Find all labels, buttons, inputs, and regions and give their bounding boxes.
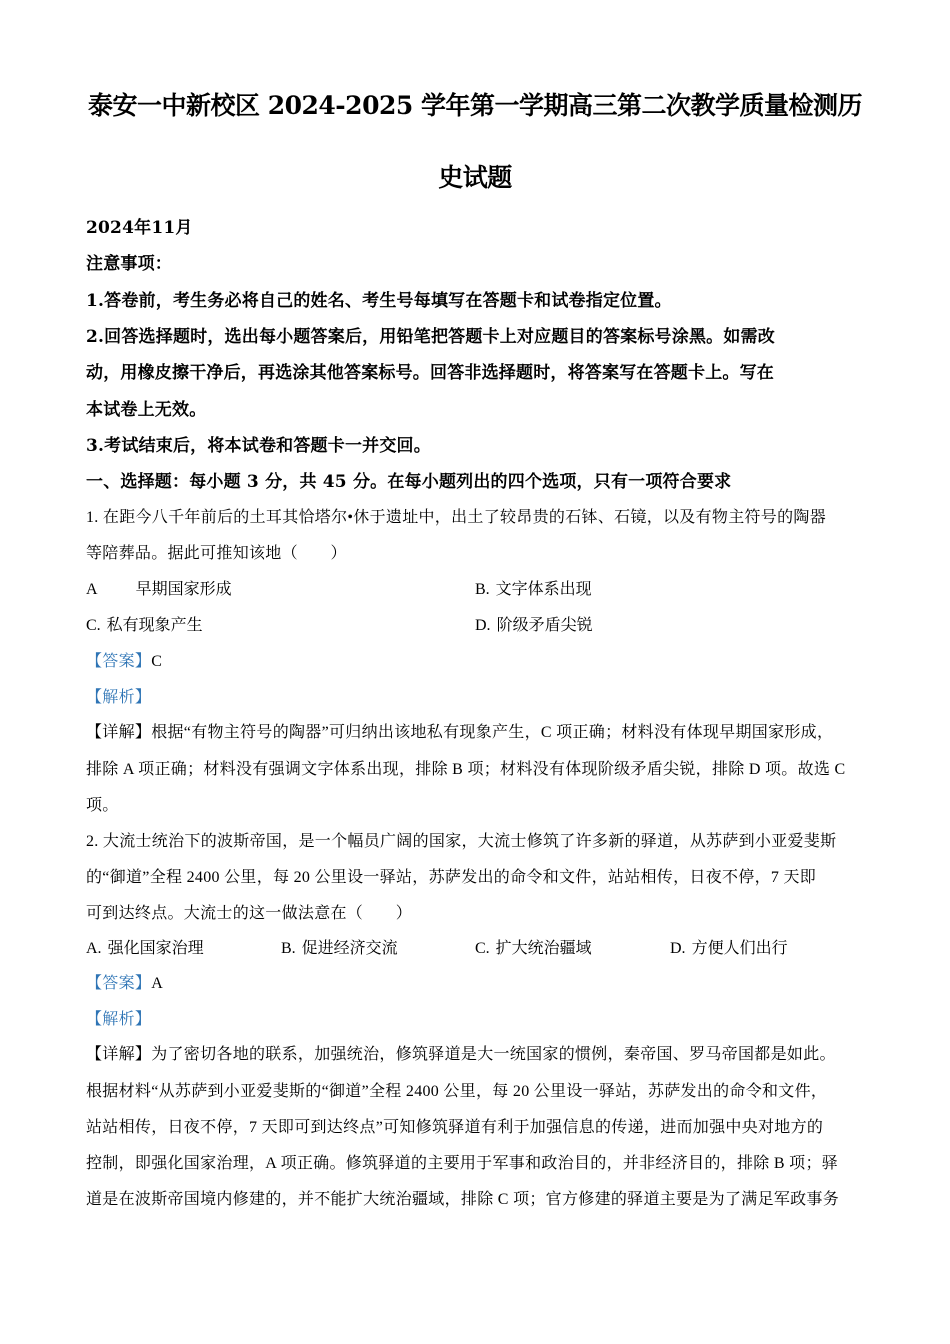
notice-item-2-end: 本试卷上无效。 bbox=[86, 400, 207, 420]
question-2-detail-line-5: 道是在波斯帝国境内修建的，并不能扩大统治疆域，排除 C 项；官方修建的驿道主要是为了满足军政事务 bbox=[86, 1191, 840, 1208]
notice-item-2-cont: 动，用橡皮擦干净后，再选涂其他答案标号。回答非选择题时，将答案写在答题卡上。写在 bbox=[86, 363, 774, 383]
question-2-option-b: B. 促进经济交流 bbox=[281, 940, 398, 957]
question-1-stem-line-1: 1. 在距今八千年前后的土耳其恰塔尔•休于遗址中，出土了较昂贵的石钵、石镜，以及有物主符号的陶器 bbox=[86, 509, 827, 526]
document-title-line-2: 史试题 bbox=[438, 163, 512, 192]
answer-value: C bbox=[151, 653, 163, 670]
answer-value: A bbox=[151, 975, 164, 992]
notice-item-2: 2.回答选择题时，选出每小题答案后，用铅笔把答题卡上对应题目的答案标号涂黑。如需改 bbox=[86, 327, 775, 347]
answer-label: 【答案】 bbox=[86, 653, 152, 670]
notice-item-3: 3.考试结束后，将本试卷和答题卡一并交回。 bbox=[86, 436, 431, 456]
notice-heading: 注意事项： bbox=[86, 254, 172, 274]
question-1-analysis-label: 【解析】 bbox=[86, 689, 152, 706]
detail-label: 【详解】 bbox=[86, 724, 152, 741]
question-2-detail-line-3: 站站相传，日夜不停，7 天即可到达终点”可知修筑驿道有利于加强信息的传递，进而加强中央对地方的 bbox=[86, 1119, 824, 1136]
question-2-analysis-label: 【解析】 bbox=[86, 1011, 152, 1028]
notice-item-1: 1.答卷前，考生务必将自己的姓名、考生号每填写在答题卡和试卷指定位置。 bbox=[86, 291, 672, 311]
question-2-option-d: D. 方便人们出行 bbox=[670, 940, 788, 957]
question-2-detail-line-4: 控制，即强化国家治理，A 项正确。修筑驿道的主要用于军事和政治目的，并非经济目的，排除 B 项；驿 bbox=[86, 1155, 839, 1172]
document-title-line-1: 泰安一中新校区 2024-2025 学年第一学期高三第二次教学质量检测历 bbox=[88, 91, 862, 120]
question-2-stem-line-1: 2. 大流士统治下的波斯帝国，是一个幅员广阔的国家，大流士修筑了许多新的驿道，从苏萨到小亚爱斐斯 bbox=[86, 833, 837, 850]
question-1-stem-line-2: 等陪葬品。据此可推知该地（ ） bbox=[86, 545, 347, 562]
question-1-answer bbox=[86, 648, 864, 671]
question-2-stem-line-2: 的“御道”全程 2400 公里，每 20 公里设一驿站，苏萨发出的命令和文件，站站相传，日夜不停，7 天即 bbox=[86, 869, 817, 886]
answer-label: 【答案】 bbox=[86, 975, 152, 992]
question-2-stem-line-3: 可到达终点。大流士的这一做法意在（ ） bbox=[86, 905, 413, 922]
question-1-option-a: A 早期国家形成 bbox=[86, 581, 232, 598]
question-1-option-d: D. 阶级矛盾尖锐 bbox=[475, 617, 593, 634]
question-2-option-a: A. 强化国家治理 bbox=[86, 940, 204, 957]
exam-date: 2024年11月 bbox=[86, 218, 193, 238]
question-1-option-b: B. 文字体系出现 bbox=[475, 581, 592, 598]
detail-label: 【详解】 bbox=[86, 1046, 152, 1063]
question-2-detail-line-2: 根据材料“从苏萨到小亚爱斐斯的“御道”全程 2400 公里，每 20 公里设一驿站，苏萨发出的命令和文件， bbox=[86, 1083, 828, 1100]
question-2-answer bbox=[86, 970, 864, 993]
question-1-detail-line-1: 【详解】根据“有物主符号的陶器”可归纳出该地私有现象产生，C 项正确；材料没有体现早期国家形成， bbox=[86, 724, 834, 741]
section-heading: 一、选择题：每小题 3 分，共 45 分。在每小题列出的四个选项，只有一项符合要求 bbox=[86, 472, 732, 492]
question-1-option-c: C. 私有现象产生 bbox=[86, 617, 203, 634]
question-2-detail-line-1: 【详解】为了密切各地的联系，加强统治，修筑驿道是大一统国家的惯例，秦帝国、罗马帝国都是如此。 bbox=[86, 1046, 836, 1063]
question-1-detail-line-2: 排除 A 项正确；材料没有强调文字体系出现，排除 B 项；材料没有体现阶级矛盾尖锐，排除 D 项。故选 C bbox=[86, 761, 846, 778]
question-1-detail-line-3: 项。 bbox=[86, 797, 119, 814]
question-2-option-c: C. 扩大统治疆域 bbox=[475, 940, 592, 957]
